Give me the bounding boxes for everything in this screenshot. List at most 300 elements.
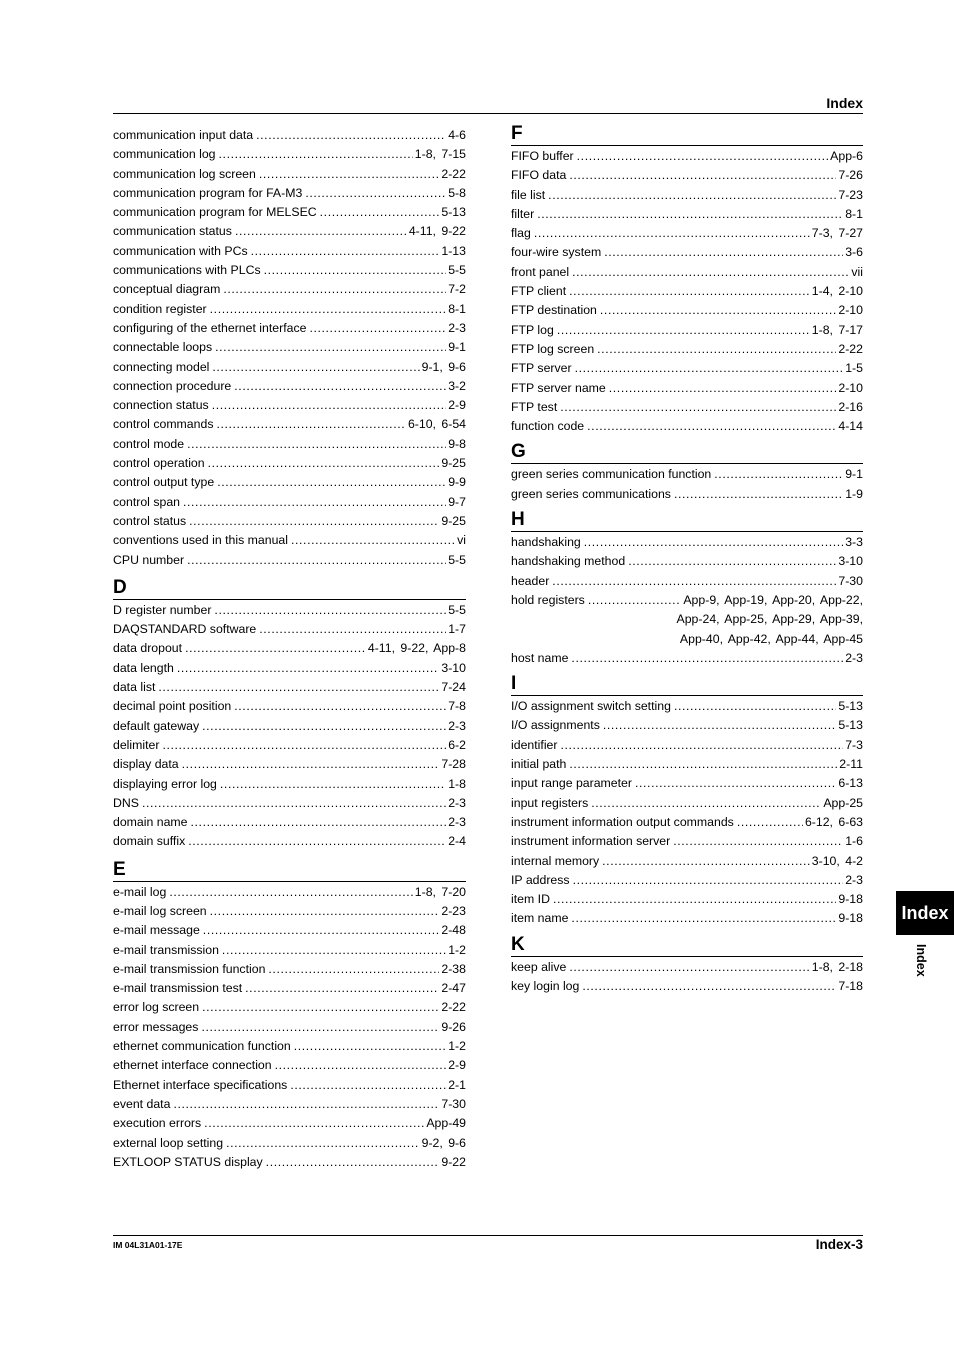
index-term: communications with PLCs: [113, 263, 261, 278]
dot-leader: [291, 531, 455, 550]
index-page-refs: 1-8, 7-20: [414, 884, 466, 899]
index-entry: [113, 960, 466, 979]
index-page-refs: 5-5: [448, 552, 466, 567]
index-page-refs: 2-1: [448, 1077, 466, 1092]
index-page-refs: 6-10, 6-54: [407, 417, 466, 432]
dot-leader: [275, 1056, 447, 1075]
index-page-refs: 9-9: [448, 475, 466, 490]
index-page-refs: 2-22: [441, 1000, 466, 1015]
index-entry: [113, 941, 466, 960]
index-term: FIFO data: [511, 168, 567, 183]
index-page-refs: 9-1: [448, 340, 466, 355]
dot-leader: [674, 697, 836, 716]
index-entry: [511, 321, 863, 340]
index-page-refs: 7-24: [441, 680, 466, 695]
index-page-refs: 6-12, 6-63: [804, 814, 863, 829]
index-entry: [113, 775, 466, 794]
index-page-refs: 9-26: [441, 1019, 466, 1034]
index-entry: [113, 998, 466, 1017]
dot-leader: [202, 717, 446, 736]
dot-leader: [635, 774, 836, 793]
index-page-refs: 7-2: [448, 282, 466, 297]
index-page-refs: App-6: [830, 149, 863, 163]
dot-leader: [177, 659, 440, 678]
index-term: key login log: [511, 978, 580, 993]
index-entry: [113, 659, 466, 678]
index-page-refs: 9-22: [441, 1154, 466, 1169]
index-entry: [113, 493, 466, 512]
index-term: communication input data: [113, 128, 254, 142]
index-entry: [113, 883, 466, 902]
index-entry: [511, 398, 863, 417]
index-page-refs: 2-3: [448, 320, 466, 335]
index-page-refs: vii: [851, 264, 863, 279]
dot-leader: [188, 832, 446, 851]
index-term: e-mail transmission: [113, 942, 219, 957]
index-entry: [113, 736, 466, 755]
index-entry: [113, 473, 466, 492]
index-page-refs: 2-23: [441, 903, 466, 918]
index-entry: [511, 533, 863, 552]
index-entry: [113, 319, 466, 338]
index-entry: [511, 832, 863, 851]
index-page-refs: 6-2: [448, 737, 466, 752]
index-entry: [511, 572, 863, 591]
index-entry: [113, 620, 466, 639]
index-term: conventions used in this manual: [113, 533, 288, 548]
index-entry: [113, 435, 466, 454]
index-term: flag: [511, 226, 531, 241]
index-term: FTP server: [511, 361, 572, 376]
index-entry: [113, 300, 466, 319]
dot-leader: [203, 921, 440, 940]
dot-leader: [569, 755, 837, 774]
index-page-refs: 2-22: [838, 341, 863, 356]
dot-leader: [628, 552, 836, 571]
dot-leader: [320, 203, 440, 222]
index-term: domain suffix: [113, 834, 186, 849]
index-entry: [511, 649, 863, 668]
dot-leader: [268, 960, 439, 979]
index-page-refs: 5-13: [441, 205, 466, 220]
index-page-refs: 2-38: [441, 961, 466, 976]
index-entry: [113, 1037, 466, 1056]
index-page-refs: 1-13: [441, 243, 466, 258]
index-entry: [113, 551, 466, 570]
index-entry: [511, 224, 863, 243]
section-letter-heading: H: [511, 510, 863, 532]
index-entry: [113, 454, 466, 473]
dot-leader: [290, 1076, 446, 1095]
index-entry: [511, 340, 863, 359]
index-page-refs: 4-11, 9-22: [408, 224, 466, 239]
index-side-tab: Index: [896, 891, 954, 935]
index-entry: [113, 396, 466, 415]
dot-leader: [223, 280, 446, 299]
index-entry: [511, 282, 863, 301]
index-term: communication with PCs: [113, 243, 248, 258]
index-entry: [113, 813, 466, 832]
index-page-refs-continued: App-40, App-42, App-44, App-45: [679, 631, 863, 646]
dot-leader: [169, 883, 412, 902]
dot-leader: [537, 205, 843, 224]
index-term: DNS: [113, 795, 139, 810]
index-page-refs: 2-3: [448, 815, 466, 830]
index-term: communication program for FA-M3: [113, 185, 303, 200]
index-page-refs: 2-48: [441, 923, 466, 938]
index-term: initial path: [511, 757, 567, 772]
dot-leader: [294, 1037, 446, 1056]
index-page-refs: 5-13: [838, 699, 863, 714]
index-entry: [511, 909, 863, 928]
dot-leader: [591, 794, 821, 813]
index-page-refs: 8-1: [845, 206, 863, 221]
dot-leader: [212, 396, 447, 415]
index-term: FTP server name: [511, 380, 606, 395]
index-entry: [511, 205, 863, 224]
index-page-refs: 5-8: [448, 185, 466, 200]
index-page-refs: 5-5: [448, 263, 466, 278]
dot-leader: [202, 998, 439, 1017]
index-page-refs: 9-25: [441, 513, 466, 528]
index-term: external loop setting: [113, 1135, 224, 1150]
dot-leader: [560, 736, 843, 755]
dot-leader: [552, 572, 836, 591]
index-page-refs: 9-1: [845, 467, 863, 482]
index-page-refs: 3-2: [448, 378, 466, 393]
index-page-refs: 6-13: [838, 776, 863, 791]
dot-leader: [548, 186, 836, 205]
index-entry: [511, 794, 863, 813]
dot-leader: [609, 379, 837, 398]
index-entry: [113, 377, 466, 396]
dot-leader: [220, 775, 446, 794]
index-entry: [511, 755, 863, 774]
index-term: control operation: [113, 456, 205, 471]
dot-leader: [217, 473, 446, 492]
index-entry: [511, 301, 863, 320]
index-term: instrument information output commands: [511, 814, 734, 829]
index-page-refs: 8-1: [448, 301, 466, 316]
index-entry: [511, 552, 863, 571]
page-header-title: Index: [826, 95, 863, 111]
index-term: I/O assignment switch setting: [511, 699, 671, 714]
index-term: hold registers: [511, 592, 585, 607]
index-entry: [113, 1114, 466, 1133]
index-entry: [511, 591, 863, 610]
index-term: displaying error log: [113, 776, 217, 791]
index-term: green series communications: [511, 486, 671, 501]
dot-leader: [201, 1018, 439, 1037]
index-term: e-mail transmission test: [113, 981, 243, 996]
index-term: data list: [113, 680, 156, 695]
dot-leader: [208, 454, 440, 473]
dot-leader: [185, 639, 366, 658]
header-rule: [113, 113, 863, 114]
index-page-refs: vi: [457, 533, 466, 548]
index-term: data length: [113, 660, 174, 675]
dot-leader: [216, 415, 405, 434]
index-term: control commands: [113, 417, 214, 432]
index-page-refs: 1-8: [448, 776, 466, 791]
index-term: configuring of the ethernet interface: [113, 320, 307, 335]
index-page-refs: 9-25: [441, 456, 466, 471]
index-entry: [511, 977, 863, 996]
index-page-refs: 1-8, 7-15: [414, 147, 466, 162]
index-page-refs: 2-16: [838, 399, 863, 414]
dot-leader: [235, 222, 407, 241]
index-page-refs: 1-5: [845, 361, 863, 376]
dot-leader: [600, 301, 836, 320]
index-entry: [113, 755, 466, 774]
index-page-refs: 2-3: [845, 872, 863, 887]
index-page-refs: 7-18: [838, 978, 863, 993]
index-term: connection status: [113, 398, 209, 413]
page-number: Index-3: [815, 1237, 863, 1252]
index-entry: [511, 379, 863, 398]
index-term: default gateway: [113, 718, 200, 733]
index-term: execution errors: [113, 1116, 202, 1131]
index-side-tab-vertical-label: Index: [914, 944, 928, 977]
dot-leader: [251, 242, 440, 261]
dot-leader: [245, 979, 439, 998]
index-entry: [113, 261, 466, 280]
dot-leader: [256, 126, 446, 145]
index-term: four-wire system: [511, 245, 602, 260]
index-page-refs: 3-10: [441, 660, 466, 675]
dot-leader: [587, 417, 836, 436]
index-page-refs: 9-8: [448, 436, 466, 451]
dot-leader: [266, 1153, 440, 1172]
index-page-refs: 5-5: [448, 602, 466, 617]
index-term: function code: [511, 419, 585, 434]
index-term: FTP client: [511, 284, 567, 299]
section-letter-heading: F: [511, 124, 863, 146]
index-entry: [113, 242, 466, 261]
index-term: data dropout: [113, 641, 183, 656]
index-entry: [113, 145, 466, 164]
index-page-refs: 2-3: [845, 650, 863, 665]
dot-leader: [187, 551, 446, 570]
index-page-refs: 2-3: [448, 718, 466, 733]
index-term: connectable loops: [113, 340, 213, 355]
index-term: connecting model: [113, 359, 210, 374]
index-page-refs: 3-6: [845, 245, 863, 260]
section-letter-heading: I: [511, 674, 863, 696]
dot-leader: [222, 941, 446, 960]
index-term: e-mail log screen: [113, 903, 207, 918]
section-letter-heading: K: [511, 935, 863, 957]
index-term: control status: [113, 513, 187, 528]
index-term: communication status: [113, 224, 232, 239]
index-term: internal memory: [511, 853, 600, 868]
index-page-refs: 3-10: [838, 554, 863, 569]
dot-leader: [602, 852, 810, 871]
dot-leader: [603, 716, 837, 735]
index-term: FTP log screen: [511, 341, 595, 356]
dot-leader: [309, 319, 446, 338]
index-term: control mode: [113, 436, 185, 451]
dot-leader: [534, 224, 810, 243]
section-letter-heading: D: [113, 578, 466, 600]
index-page-refs: 1-9: [845, 486, 863, 501]
index-term: front panel: [511, 264, 570, 279]
index-page-refs: 3-3: [845, 535, 863, 550]
index-term: domain name: [113, 815, 188, 830]
section-letter-heading: G: [511, 442, 863, 464]
index-page-refs: 9-1, 9-6: [421, 359, 466, 374]
index-term: control span: [113, 494, 180, 509]
dot-leader: [204, 1114, 424, 1133]
index-term: control output type: [113, 475, 215, 490]
index-page-refs: 2-47: [441, 981, 466, 996]
index-page-refs: 1-8, 2-18: [811, 959, 863, 974]
dot-leader: [714, 465, 843, 484]
index-entry: [113, 222, 466, 241]
index-term: e-mail log: [113, 884, 167, 899]
index-page-refs: 1-2: [448, 1039, 466, 1054]
index-page-refs: 1-7: [448, 622, 466, 637]
index-page-refs: 2-10: [838, 380, 863, 395]
index-page-refs: 7-3, 7-27: [811, 226, 863, 241]
index-entry: [113, 203, 466, 222]
index-entry: [113, 358, 466, 377]
index-page-refs: 1-6: [845, 834, 863, 849]
index-entry: [113, 697, 466, 716]
index-term: error log screen: [113, 1000, 200, 1015]
index-column-right: [511, 124, 863, 996]
index-page-refs: 1-8, 7-17: [811, 322, 863, 337]
index-entry: [113, 338, 466, 357]
dot-leader: [604, 243, 843, 262]
index-page-refs: 7-30: [838, 573, 863, 588]
index-entry: [511, 186, 863, 205]
index-entry: [113, 415, 466, 434]
index-term: instrument information server: [511, 834, 671, 849]
dot-leader: [569, 282, 810, 301]
dot-leader: [673, 832, 843, 851]
dot-leader: [597, 340, 836, 359]
dot-leader: [572, 263, 849, 282]
dot-leader: [210, 300, 447, 319]
dot-leader: [182, 755, 440, 774]
index-entry: [113, 184, 466, 203]
index-entry: [511, 243, 863, 262]
dot-leader: [212, 358, 419, 377]
index-term: green series communication function: [511, 467, 712, 482]
dot-leader: [553, 890, 836, 909]
index-entry: [511, 716, 863, 735]
index-page-refs: 9-18: [838, 892, 863, 907]
dot-leader: [259, 620, 446, 639]
index-entry: [511, 465, 863, 484]
index-term: file list: [511, 187, 546, 202]
dot-leader: [571, 649, 843, 668]
index-entry: [511, 166, 863, 185]
dot-leader: [259, 165, 440, 184]
manual-code: IM 04L31A01-17E: [113, 1240, 183, 1250]
index-entry: [113, 1076, 466, 1095]
index-page-refs: 2-9: [448, 398, 466, 413]
dot-leader: [173, 1095, 439, 1114]
index-entry: [511, 890, 863, 909]
index-entry: [113, 512, 466, 531]
index-page-refs: 2-10: [838, 303, 863, 318]
index-term: filter: [511, 206, 535, 221]
index-entry: [511, 697, 863, 716]
index-entry: [113, 165, 466, 184]
index-entry: [511, 958, 863, 977]
index-entry: [511, 774, 863, 793]
index-page-refs: App-9, App-19, App-20, App-22,: [683, 592, 863, 607]
dot-leader: [674, 485, 843, 504]
index-page-refs: 7-28: [441, 757, 466, 772]
index-entry: [113, 639, 466, 658]
dot-leader: [264, 261, 447, 280]
index-term: host name: [511, 650, 569, 665]
index-page-refs: 2-3: [448, 795, 466, 810]
dot-leader: [737, 813, 803, 832]
dot-leader: [210, 902, 440, 921]
dot-leader: [214, 601, 446, 620]
index-term: handshaking method: [511, 554, 626, 569]
dot-leader: [142, 794, 446, 813]
index-page-refs: 9-18: [838, 911, 863, 926]
index-page-refs: 3-10, 4-2: [811, 853, 863, 868]
dot-leader: [234, 377, 446, 396]
index-term: IP address: [511, 872, 570, 887]
dot-leader: [557, 321, 810, 340]
index-term: identifier: [511, 737, 558, 752]
index-entry: [511, 736, 863, 755]
index-term: e-mail transmission function: [113, 961, 266, 976]
dot-leader: [219, 145, 413, 164]
dot-leader: [183, 493, 446, 512]
dot-leader: [569, 958, 809, 977]
index-page-refs: 2-22: [441, 166, 466, 181]
index-entry: [113, 280, 466, 299]
index-page-refs: 9-2, 9-6: [421, 1135, 466, 1150]
dot-leader: [162, 736, 446, 755]
section-letter-heading: E: [113, 860, 466, 882]
dot-leader: [191, 813, 447, 832]
index-entry: [511, 263, 863, 282]
index-term: CPU number: [113, 552, 185, 567]
index-term: FIFO buffer: [511, 149, 574, 163]
dot-leader: [215, 338, 446, 357]
index-entry: [113, 979, 466, 998]
index-term: communication log screen: [113, 166, 256, 181]
index-term: conceptual diagram: [113, 282, 221, 297]
dot-leader: [575, 359, 844, 378]
dot-leader: [573, 871, 844, 890]
index-entry: [113, 601, 466, 620]
index-page-refs: 2-11: [839, 757, 863, 772]
index-term: Ethernet interface specifications: [113, 1077, 288, 1092]
index-entry: [113, 1056, 466, 1075]
dot-leader: [577, 147, 829, 166]
index-page-refs: 5-13: [838, 718, 863, 733]
index-page-refs: 1-4, 2-10: [811, 284, 863, 299]
index-page-refs-continued: App-24, App-25, App-29, App-39,: [676, 612, 863, 627]
index-entry: [113, 794, 466, 813]
index-page-refs: 7-23: [838, 187, 863, 202]
index-term: EXTLOOP STATUS display: [113, 1154, 263, 1169]
index-term: header: [511, 573, 550, 588]
index-term: communication log: [113, 147, 216, 162]
index-term: delimiter: [113, 737, 160, 752]
dot-leader: [187, 435, 446, 454]
